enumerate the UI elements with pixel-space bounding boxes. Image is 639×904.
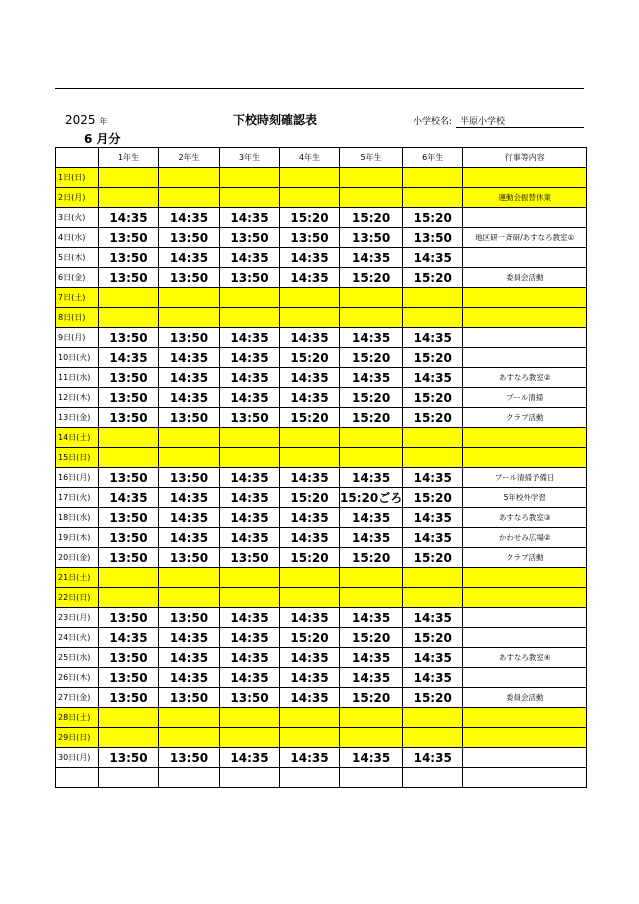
time-cell-grade6: 14:35: [403, 248, 463, 268]
time-cell-grade2: [159, 568, 220, 588]
time-cell-grade5: [340, 428, 403, 448]
time-cell-grade4: 14:35: [280, 368, 340, 388]
event-cell: かわせみ広場②: [463, 528, 587, 548]
time-cell-grade3: 14:35: [220, 748, 280, 768]
time-cell-grade2: 14:35: [159, 248, 220, 268]
time-cell-grade3: [220, 288, 280, 308]
time-cell-grade3: 14:35: [220, 648, 280, 668]
event-cell: 委員会活動: [463, 268, 587, 288]
time-cell-grade6: 15:20: [403, 408, 463, 428]
time-cell-grade6: 13:50: [403, 228, 463, 248]
time-cell-grade4: 14:35: [280, 248, 340, 268]
event-cell: [463, 728, 587, 748]
event-cell: [463, 348, 587, 368]
time-cell-grade4: [280, 708, 340, 728]
event-cell: プール清掃予備日: [463, 468, 587, 488]
time-cell-grade2: 14:35: [159, 208, 220, 228]
time-cell-grade4: 14:35: [280, 668, 340, 688]
header-cell-grade6: 6年生: [403, 148, 463, 168]
date-cell: 20日(金): [56, 548, 99, 568]
time-cell-grade2: 14:35: [159, 388, 220, 408]
time-cell-grade4: 14:35: [280, 508, 340, 528]
time-cell-grade1: 13:50: [99, 468, 159, 488]
time-cell-grade1: 13:50: [99, 748, 159, 768]
time-cell-grade6: 15:20: [403, 488, 463, 508]
time-cell-grade5: [340, 448, 403, 468]
table-row: [56, 328, 587, 348]
date-cell: 2日(月): [56, 188, 99, 208]
date-cell: 9日(月): [56, 328, 99, 348]
event-cell: [463, 708, 587, 728]
table-row: [56, 568, 587, 588]
time-cell-grade1: 13:50: [99, 268, 159, 288]
time-cell-grade6: [403, 288, 463, 308]
date-cell: 28日(土): [56, 708, 99, 728]
table-row: [56, 548, 587, 568]
table-row: [56, 768, 587, 788]
time-cell-grade1: [99, 568, 159, 588]
time-cell-grade2: 13:50: [159, 228, 220, 248]
time-cell-grade2: [159, 708, 220, 728]
time-cell-grade4: [280, 188, 340, 208]
date-cell: 23日(月): [56, 608, 99, 628]
time-cell-grade5: 15:20: [340, 628, 403, 648]
time-cell-grade2: [159, 168, 220, 188]
time-cell-grade1: [99, 708, 159, 728]
time-cell-grade4: 14:35: [280, 328, 340, 348]
date-cell: [56, 768, 99, 788]
date-cell: 25日(水): [56, 648, 99, 668]
time-cell-grade3: 14:35: [220, 388, 280, 408]
header-cell-grade1: 1年生: [99, 148, 159, 168]
time-cell-grade4: 15:20: [280, 348, 340, 368]
event-cell: [463, 168, 587, 188]
time-cell-grade1: [99, 728, 159, 748]
event-cell: [463, 588, 587, 608]
time-cell-grade4: 14:35: [280, 528, 340, 548]
time-cell-grade2: 14:35: [159, 368, 220, 388]
time-cell-grade5: [340, 288, 403, 308]
dismissal-schedule-table: [55, 147, 587, 788]
table-row: [56, 288, 587, 308]
time-cell-grade5: [340, 308, 403, 328]
time-cell-grade5: 14:35: [340, 608, 403, 628]
event-cell: [463, 628, 587, 648]
time-cell-grade4: [280, 568, 340, 588]
header-cell-events: 行事等内容: [463, 148, 587, 168]
time-cell-grade2: [159, 188, 220, 208]
time-cell-grade3: 13:50: [220, 548, 280, 568]
time-cell-grade5: 15:20: [340, 388, 403, 408]
time-cell-grade5: 13:50: [340, 228, 403, 248]
time-cell-grade5: 14:35: [340, 748, 403, 768]
time-cell-grade1: 13:50: [99, 648, 159, 668]
date-cell: 5日(木): [56, 248, 99, 268]
date-cell: 16日(月): [56, 468, 99, 488]
table-row: [56, 488, 587, 508]
event-cell: 地区研一斉研/あすなろ教室①: [463, 228, 587, 248]
event-cell: [463, 288, 587, 308]
table-row: [56, 748, 587, 768]
header-cell-grade4: 4年生: [280, 148, 340, 168]
table-row: [56, 408, 587, 428]
time-cell-grade2: [159, 428, 220, 448]
time-cell-grade4: 14:35: [280, 268, 340, 288]
time-cell-grade4: 14:35: [280, 688, 340, 708]
table-row: [56, 308, 587, 328]
time-cell-grade1: 14:35: [99, 208, 159, 228]
time-cell-grade6: 14:35: [403, 668, 463, 688]
time-cell-grade2: [159, 728, 220, 748]
time-cell-grade3: [220, 448, 280, 468]
time-cell-grade6: 15:20: [403, 548, 463, 568]
date-cell: 27日(金): [56, 688, 99, 708]
time-cell-grade6: [403, 188, 463, 208]
time-cell-grade5: [340, 728, 403, 748]
time-cell-grade6: [403, 308, 463, 328]
time-cell-grade3: 14:35: [220, 348, 280, 368]
time-cell-grade3: 13:50: [220, 408, 280, 428]
time-cell-grade3: 14:35: [220, 468, 280, 488]
date-cell: 11日(水): [56, 368, 99, 388]
year-label: [65, 113, 108, 127]
table-row: [56, 608, 587, 628]
school-name: 半原小学校: [460, 117, 506, 127]
table-row: [56, 228, 587, 248]
event-cell: [463, 248, 587, 268]
time-cell-grade1: 13:50: [99, 368, 159, 388]
date-cell: 12日(木): [56, 388, 99, 408]
event-cell: [463, 568, 587, 588]
time-cell-grade6: [403, 728, 463, 748]
event-cell: [463, 308, 587, 328]
time-cell-grade2: 14:35: [159, 668, 220, 688]
time-cell-grade3: 13:50: [220, 688, 280, 708]
time-cell-grade5: [340, 588, 403, 608]
table-row: [56, 448, 587, 468]
time-cell-grade3: 14:35: [220, 628, 280, 648]
time-cell-grade1: 13:50: [99, 608, 159, 628]
time-cell-grade4: 15:20: [280, 408, 340, 428]
time-cell-grade6: 15:20: [403, 348, 463, 368]
time-cell-grade4: [280, 428, 340, 448]
time-cell-grade4: [280, 728, 340, 748]
time-cell-grade3: [220, 308, 280, 328]
time-cell-grade4: 13:50: [280, 228, 340, 248]
school-underline: [456, 127, 584, 128]
date-cell: 26日(木): [56, 668, 99, 688]
table-row: [56, 588, 587, 608]
time-cell-grade3: [220, 168, 280, 188]
time-cell-grade5: 15:20: [340, 348, 403, 368]
time-cell-grade2: 14:35: [159, 348, 220, 368]
table-row: [56, 168, 587, 188]
time-cell-grade3: 14:35: [220, 668, 280, 688]
time-cell-grade5: 15:20: [340, 688, 403, 708]
date-cell: 3日(火): [56, 208, 99, 228]
time-cell-grade1: [99, 188, 159, 208]
event-cell: [463, 608, 587, 628]
event-cell: クラブ活動: [463, 548, 587, 568]
event-cell: 運動会振替休業: [463, 188, 587, 208]
table-row: [56, 728, 587, 748]
time-cell-grade3: 13:50: [220, 268, 280, 288]
school-label: 小学校名:: [413, 117, 453, 127]
event-cell: [463, 428, 587, 448]
event-cell: 委員会活動: [463, 688, 587, 708]
time-cell-grade2: 13:50: [159, 408, 220, 428]
time-cell-grade2: [159, 768, 220, 788]
time-cell-grade2: 13:50: [159, 468, 220, 488]
date-cell: 21日(土): [56, 568, 99, 588]
time-cell-grade2: 14:35: [159, 628, 220, 648]
time-cell-grade3: 14:35: [220, 528, 280, 548]
table-row: [56, 188, 587, 208]
time-cell-grade2: 13:50: [159, 268, 220, 288]
time-cell-grade5: [340, 168, 403, 188]
time-cell-grade2: 14:35: [159, 648, 220, 668]
time-cell-grade4: 14:35: [280, 468, 340, 488]
time-cell-grade3: 14:35: [220, 368, 280, 388]
time-cell-grade5: 14:35: [340, 248, 403, 268]
table-row: [56, 468, 587, 488]
schedule-body: [56, 168, 587, 788]
time-cell-grade3: [220, 728, 280, 748]
event-cell: [463, 328, 587, 348]
event-cell: クラブ活動: [463, 408, 587, 428]
time-cell-grade4: 15:20: [280, 488, 340, 508]
time-cell-grade6: [403, 428, 463, 448]
event-cell: [463, 748, 587, 768]
time-cell-grade2: [159, 308, 220, 328]
table-row: [56, 388, 587, 408]
event-cell: あすなろ教室②: [463, 368, 587, 388]
table-row: [56, 348, 587, 368]
time-cell-grade5: 14:35: [340, 368, 403, 388]
time-cell-grade2: 13:50: [159, 548, 220, 568]
date-cell: 29日(日): [56, 728, 99, 748]
time-cell-grade6: 14:35: [403, 328, 463, 348]
time-cell-grade2: 14:35: [159, 528, 220, 548]
time-cell-grade5: 15:20: [340, 268, 403, 288]
time-cell-grade1: 13:50: [99, 248, 159, 268]
time-cell-grade4: [280, 588, 340, 608]
time-cell-grade6: 14:35: [403, 468, 463, 488]
table-row: [56, 668, 587, 688]
time-cell-grade6: 14:35: [403, 648, 463, 668]
time-cell-grade5: 14:35: [340, 328, 403, 348]
time-cell-grade6: 14:35: [403, 528, 463, 548]
time-cell-grade4: [280, 448, 340, 468]
time-cell-grade2: 13:50: [159, 688, 220, 708]
time-cell-grade5: 15:20: [340, 548, 403, 568]
time-cell-grade6: [403, 708, 463, 728]
time-cell-grade6: 15:20: [403, 688, 463, 708]
event-cell: 5年校外学習: [463, 488, 587, 508]
time-cell-grade4: 14:35: [280, 648, 340, 668]
time-cell-grade1: 14:35: [99, 348, 159, 368]
time-cell-grade1: [99, 768, 159, 788]
top-rule: [55, 88, 584, 89]
time-cell-grade1: 14:35: [99, 628, 159, 648]
year-value: 2025: [65, 113, 96, 127]
time-cell-grade5: 14:35: [340, 508, 403, 528]
time-cell-grade2: 14:35: [159, 488, 220, 508]
table-row: [56, 208, 587, 228]
date-cell: 7日(土): [56, 288, 99, 308]
time-cell-grade3: 14:35: [220, 488, 280, 508]
time-cell-grade1: [99, 448, 159, 468]
time-cell-grade4: [280, 308, 340, 328]
header-cell-date: [56, 148, 99, 168]
time-cell-grade1: 13:50: [99, 228, 159, 248]
table-row: [56, 368, 587, 388]
time-cell-grade6: [403, 768, 463, 788]
time-cell-grade2: [159, 288, 220, 308]
time-cell-grade4: 14:35: [280, 388, 340, 408]
time-cell-grade1: [99, 428, 159, 448]
time-cell-grade1: 13:50: [99, 668, 159, 688]
time-cell-grade4: [280, 168, 340, 188]
time-cell-grade5: 15:20: [340, 208, 403, 228]
time-cell-grade1: 13:50: [99, 688, 159, 708]
date-cell: 8日(日): [56, 308, 99, 328]
table-row: [56, 528, 587, 548]
time-cell-grade2: 13:50: [159, 328, 220, 348]
table-row: [56, 688, 587, 708]
time-cell-grade4: [280, 288, 340, 308]
time-cell-grade3: 13:50: [220, 228, 280, 248]
time-cell-grade1: [99, 288, 159, 308]
time-cell-grade3: [220, 428, 280, 448]
event-cell: プール清掃: [463, 388, 587, 408]
date-cell: 30日(月): [56, 748, 99, 768]
date-cell: 1日(日): [56, 168, 99, 188]
table-row: [56, 248, 587, 268]
time-cell-grade6: 14:35: [403, 368, 463, 388]
time-cell-grade3: [220, 588, 280, 608]
time-cell-grade5: 15:20ごろ: [340, 488, 403, 508]
time-cell-grade4: [280, 768, 340, 788]
event-cell: あすなろ教室③: [463, 508, 587, 528]
time-cell-grade6: [403, 568, 463, 588]
event-cell: [463, 668, 587, 688]
event-cell: [463, 768, 587, 788]
time-cell-grade3: [220, 568, 280, 588]
time-cell-grade6: 14:35: [403, 508, 463, 528]
header-cell-grade3: 3年生: [220, 148, 280, 168]
event-cell: [463, 208, 587, 228]
time-cell-grade1: 13:50: [99, 508, 159, 528]
time-cell-grade4: 15:20: [280, 628, 340, 648]
time-cell-grade1: [99, 168, 159, 188]
time-cell-grade2: [159, 588, 220, 608]
date-cell: 24日(火): [56, 628, 99, 648]
time-cell-grade5: [340, 188, 403, 208]
time-cell-grade3: [220, 708, 280, 728]
time-cell-grade1: [99, 308, 159, 328]
time-cell-grade5: 14:35: [340, 668, 403, 688]
time-cell-grade5: [340, 708, 403, 728]
date-cell: 22日(日): [56, 588, 99, 608]
date-cell: 6日(金): [56, 268, 99, 288]
time-cell-grade3: 14:35: [220, 508, 280, 528]
table-row: [56, 628, 587, 648]
year-unit: 年: [99, 117, 108, 126]
time-cell-grade3: [220, 768, 280, 788]
time-cell-grade5: 14:35: [340, 648, 403, 668]
time-cell-grade5: [340, 768, 403, 788]
time-cell-grade5: [340, 568, 403, 588]
time-cell-grade3: 14:35: [220, 328, 280, 348]
table-row: [56, 268, 587, 288]
time-cell-grade6: [403, 448, 463, 468]
time-cell-grade3: 14:35: [220, 608, 280, 628]
time-cell-grade1: 13:50: [99, 408, 159, 428]
table-row: [56, 428, 587, 448]
time-cell-grade5: 14:35: [340, 468, 403, 488]
date-cell: 4日(水): [56, 228, 99, 248]
date-cell: 14日(土): [56, 428, 99, 448]
time-cell-grade6: 15:20: [403, 628, 463, 648]
time-cell-grade6: [403, 588, 463, 608]
time-cell-grade2: [159, 448, 220, 468]
time-cell-grade2: 13:50: [159, 608, 220, 628]
time-cell-grade2: 14:35: [159, 508, 220, 528]
time-cell-grade5: 15:20: [340, 408, 403, 428]
event-cell: [463, 448, 587, 468]
time-cell-grade6: [403, 168, 463, 188]
table-row: [56, 648, 587, 668]
time-cell-grade4: 15:20: [280, 208, 340, 228]
date-cell: 10日(火): [56, 348, 99, 368]
page-title: 下校時刻確認表: [233, 113, 318, 127]
header-cell-grade5: 5年生: [340, 148, 403, 168]
event-cell: あすなろ教室④: [463, 648, 587, 668]
time-cell-grade4: 15:20: [280, 548, 340, 568]
time-cell-grade2: 13:50: [159, 748, 220, 768]
table-row: [56, 708, 587, 728]
date-cell: 18日(水): [56, 508, 99, 528]
time-cell-grade1: 14:35: [99, 488, 159, 508]
time-cell-grade3: 14:35: [220, 248, 280, 268]
time-cell-grade3: [220, 188, 280, 208]
date-cell: 19日(木): [56, 528, 99, 548]
time-cell-grade1: 13:50: [99, 388, 159, 408]
date-cell: 17日(火): [56, 488, 99, 508]
header-row: [56, 148, 587, 168]
time-cell-grade6: 14:35: [403, 748, 463, 768]
time-cell-grade6: 14:35: [403, 608, 463, 628]
time-cell-grade3: 14:35: [220, 208, 280, 228]
header-cell-grade2: 2年生: [159, 148, 220, 168]
month-label: 6 月分: [84, 132, 121, 146]
time-cell-grade6: 15:20: [403, 208, 463, 228]
date-cell: 15日(日): [56, 448, 99, 468]
time-cell-grade4: 14:35: [280, 608, 340, 628]
time-cell-grade1: 13:50: [99, 548, 159, 568]
time-cell-grade5: 14:35: [340, 528, 403, 548]
time-cell-grade1: 13:50: [99, 328, 159, 348]
time-cell-grade6: 15:20: [403, 268, 463, 288]
date-cell: 13日(金): [56, 408, 99, 428]
time-cell-grade4: 14:35: [280, 748, 340, 768]
time-cell-grade1: 13:50: [99, 528, 159, 548]
time-cell-grade6: 15:20: [403, 388, 463, 408]
table-row: [56, 508, 587, 528]
time-cell-grade1: [99, 588, 159, 608]
